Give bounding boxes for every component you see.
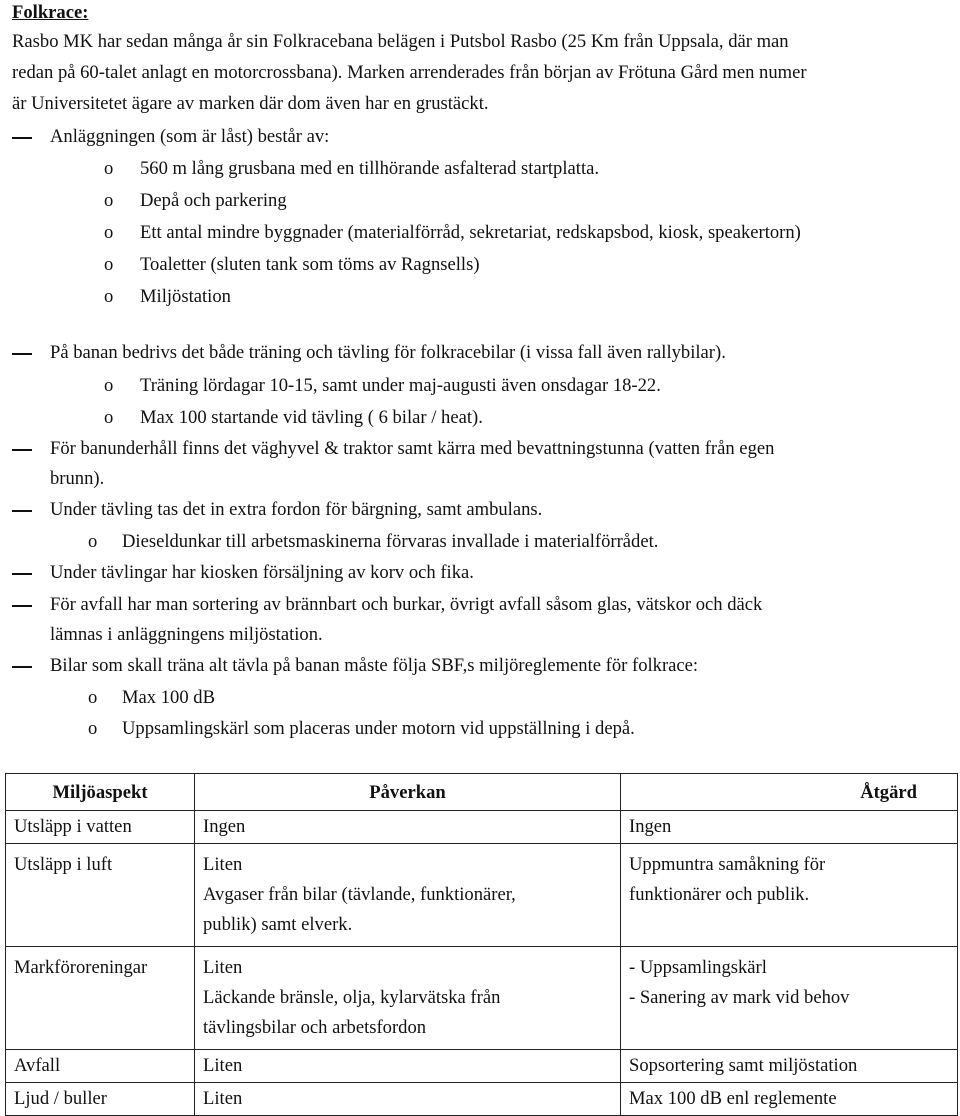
dash-bullet: [12, 449, 32, 451]
waste-text: För avfall har man sortering av brännbart och burkar, övrigt avfall såsom glas, vätskor och däck: [50, 594, 763, 615]
impact-cell: [195, 1083, 621, 1116]
impact-line: Liten: [203, 854, 243, 875]
cars-item: Max 100 dB: [122, 687, 215, 708]
impact-line: Avgaser från bilar (tävlande, funktionärer,: [203, 884, 516, 905]
impact-line: publik) samt elverk.: [203, 914, 353, 935]
circle-bullet: o: [104, 407, 114, 428]
action-line: Uppmuntra samåkning för: [629, 854, 826, 875]
kiosk-text: Under tävlingar har kiosken försäljning av korv och fika.: [50, 562, 474, 583]
page-title: Folkrace:: [12, 2, 89, 23]
dash-bullet: [12, 605, 32, 607]
aspect-cell: Avfall: [6, 1050, 195, 1083]
table-row: [6, 844, 958, 947]
action-cell: [621, 811, 958, 844]
impact-line: Ingen: [203, 816, 246, 837]
impact-line: Läckande bränsle, olja, kylarvätska från: [203, 987, 501, 1008]
action-cell: [621, 1050, 958, 1083]
table-row: [6, 1050, 958, 1083]
dash-bullet: [12, 573, 32, 575]
action-cell: [621, 844, 958, 947]
circle-bullet: o: [88, 531, 98, 552]
aspect-cell: Markföroreningar: [6, 947, 195, 1050]
table-header-row: [6, 774, 958, 811]
circle-bullet: o: [104, 286, 114, 307]
action-cell: [621, 947, 958, 1050]
action-line: - Uppsamlingskärl: [629, 957, 767, 978]
aspect-cell: Ljud / buller: [6, 1083, 195, 1116]
column-header: Miljöaspekt: [6, 774, 195, 811]
aspect-cell: Utsläpp i vatten: [6, 811, 195, 844]
dash-bullet: [12, 510, 32, 512]
activity-heading: På banan bedrivs det både träning och tävling för folkracebilar (i vissa fall även rallybilar).: [50, 342, 726, 363]
facility-item: Depå och parkering: [140, 190, 287, 211]
circle-bullet: o: [104, 222, 114, 243]
action-line: Sopsortering samt miljöstation: [629, 1055, 858, 1076]
waste-text: lämnas i anläggningens miljöstation.: [50, 624, 323, 645]
table-row: [6, 947, 958, 1050]
table-row: [6, 1083, 958, 1116]
maintenance-text: För banunderhåll finns det väghyvel & traktor samt kärra med bevattningstunna (vatten från egen: [50, 438, 775, 459]
impact-cell: [195, 811, 621, 844]
action-line: funktionärer och publik.: [629, 884, 810, 905]
circle-bullet: o: [104, 375, 114, 396]
action-cell: [621, 1083, 958, 1116]
dash-bullet: [12, 353, 32, 355]
dash-bullet: [12, 666, 32, 668]
impact-cell: [195, 947, 621, 1050]
facility-heading: Anläggningen (som är låst) består av:: [50, 126, 330, 147]
cars-heading: Bilar som skall träna alt tävla på banan måste följa SBF,s miljöreglemente för folkrace:: [50, 655, 699, 676]
circle-bullet: o: [104, 254, 114, 275]
aspect-cell: Utsläpp i luft: [6, 844, 195, 947]
facility-item: Ett antal mindre byggnader (materialförråd, sekretariat, redskapsbod, kiosk, speakertorn): [140, 222, 801, 243]
column-header: Åtgärd: [621, 774, 958, 811]
impact-line: tävlingsbilar och arbetsfordon: [203, 1017, 427, 1038]
intro-line: Rasbo MK har sedan många år sin Folkracebana belägen i Putsbol Rasbo (25 Km från Uppsala, där man: [12, 31, 789, 52]
intro-line: redan på 60-talet anlagt en motorcrossbana). Marken arrenderades från början av Frötuna Gård men numer: [12, 62, 807, 83]
impact-cell: [195, 1050, 621, 1083]
action-line: Ingen: [629, 816, 672, 837]
impact-line: Liten: [203, 1055, 243, 1076]
circle-bullet: o: [88, 687, 98, 708]
competition-heading: Under tävling tas det in extra fordon för bärgning, samt ambulans.: [50, 499, 543, 520]
intro-line: är Universitetet ägare av marken där dom även har en grustäckt.: [12, 93, 489, 114]
facility-item: Miljöstation: [140, 286, 231, 307]
impact-line: Liten: [203, 1088, 243, 1109]
facility-item: 560 m lång grusbana med en tillhörande asfalterad startplatta.: [140, 158, 600, 179]
activity-item: Max 100 startande vid tävling ( 6 bilar / heat).: [140, 407, 483, 428]
action-line: Max 100 dB enl reglemente: [629, 1088, 837, 1109]
maintenance-text: brunn).: [50, 468, 105, 489]
impact-line: Liten: [203, 957, 243, 978]
circle-bullet: o: [88, 718, 98, 739]
facility-item: Toaletter (sluten tank som töms av Ragnsells): [140, 254, 480, 275]
environment-table: [5, 773, 958, 1116]
table-row: [6, 811, 958, 844]
circle-bullet: o: [104, 190, 114, 211]
column-header: Påverkan: [195, 774, 621, 811]
dash-bullet: [12, 137, 32, 139]
circle-bullet: o: [104, 158, 114, 179]
action-line: - Sanering av mark vid behov: [629, 987, 850, 1008]
impact-cell: [195, 844, 621, 947]
competition-item: Dieseldunkar till arbetsmaskinerna förvaras invallade i materialförrådet.: [122, 531, 659, 552]
cars-item: Uppsamlingskärl som placeras under motorn vid uppställning i depå.: [122, 718, 635, 739]
activity-item: Träning lördagar 10-15, samt under maj-augusti även onsdagar 18-22.: [140, 375, 661, 396]
